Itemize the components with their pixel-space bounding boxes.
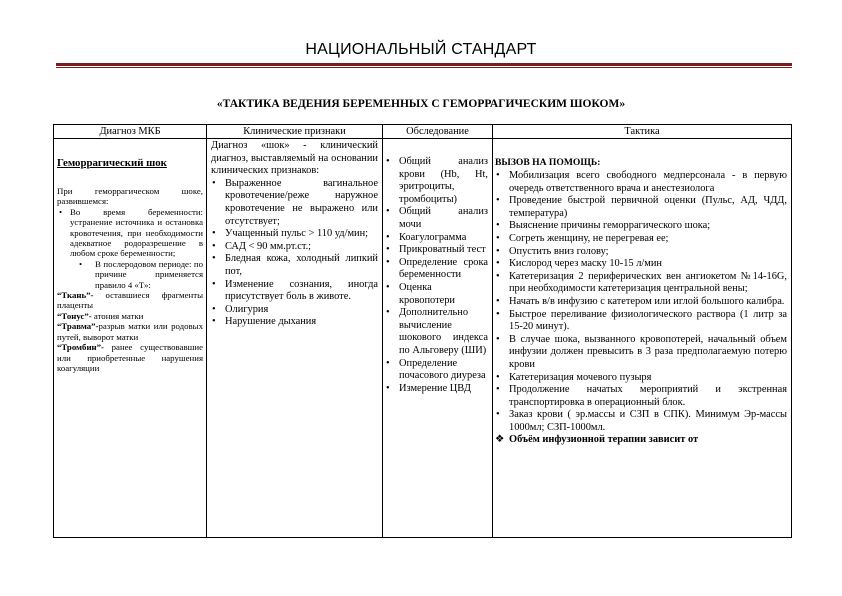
list-item: • Оценка кровопотери: [385, 282, 488, 307]
clinical-cell: [207, 139, 383, 538]
list-item: • Дополнительно вычисление шокового индекса по Альговеру (ШИ): [385, 307, 488, 357]
table-header-row: [54, 125, 792, 139]
list-item: • Выраженное вагинальное кровотечение/реже наружное кровотечение не выражено или отсутствует;: [211, 178, 378, 228]
list-item: • Выяснение причины геморрагического шока;: [495, 220, 787, 233]
tactics-cell: [493, 139, 792, 538]
term-text: разрыв матки или родовых путей, выворот матки: [57, 321, 203, 342]
term-text: атония матки: [91, 310, 144, 321]
col-header-diagnosis: Диагноз МКБ: [54, 125, 207, 139]
diagnosis-sublist: [57, 259, 203, 290]
diagnosis-intro: При геморрагическом шоке, развившемся:: [57, 186, 203, 207]
list-item: • САД < 90 мм.рт.ст.;: [211, 241, 378, 254]
list-item: • Катетеризация 2 периферических вен ангиокетом №14-16G, при необходимости катетеризация центральной вены;: [495, 271, 787, 296]
list-item: • Общий анализ мочи: [385, 206, 488, 231]
rule-4t-trauma: [57, 321, 203, 342]
list-item: • Бледная кожа, холодный липкий пот,: [211, 253, 378, 278]
col-header-tactics: Тактика: [493, 125, 792, 139]
diagnosis-title: Геморрагический шок: [57, 157, 167, 169]
list-item: • Начать в/в инфузию с катетером или иглой большого калибра.: [495, 296, 787, 309]
clinical-intro: Диагноз «шок» - клинический диагноз, выставляемый на основании клинических признаков:: [211, 140, 378, 177]
list-item: • Опустить вниз голову;: [495, 246, 787, 259]
list-item-final: ❖ Объём инфузионной терапии зависит от: [495, 434, 787, 447]
document-title: «ТАКТИКА ВЕДЕНИЯ БЕРЕМЕННЫХ С ГЕМОРРАГИЧЕСКИМ ШОКОМ»: [216, 98, 626, 110]
term-text: оставшиеся фрагменты плаценты: [57, 290, 203, 311]
list-item: • Во время беременности: устранение источника и остановка кровотечения, при необходимости адекватное родоразрешение в любом сроке беременности;: [57, 207, 203, 259]
term-text: ранее существовавшие или приобретенные нарушения коагуляции: [57, 342, 203, 373]
tactics-table: [53, 124, 792, 538]
list-item: • Олигурия: [211, 304, 378, 317]
tactics-heading: ВЫЗОВ НА ПОМОЩЬ:: [495, 157, 601, 168]
list-item: • Измерение ЦВД: [385, 383, 488, 396]
rule-4t-thrombin: [57, 342, 203, 373]
list-item: • Продолжение начатых мероприятий и экстренная транспортировка в операционный блок.: [495, 384, 787, 409]
list-item: • Заказ крови ( эр.массы и СЗП в СПК). Минимум Эр-массы 1000мл; СЗП-1000мл.: [495, 409, 787, 434]
list-item: • Определение почасового диуреза: [385, 358, 488, 383]
list-item: • Согреть женщину, не перегревая ее;: [495, 233, 787, 246]
list-item: • В послеродовом периоде: по причине применяется правило 4 «Т»:: [57, 259, 203, 290]
exam-list: [385, 156, 488, 395]
col-header-clinical: Клинические признаки: [207, 125, 383, 139]
list-item: • В случае шока, вызванного кровопотерей, начальный объем инфузии должен превысить в 3 раза предполагаемую потерю крови: [495, 334, 787, 372]
list-item: • Мобилизация всего свободного медперсонала - в первую очередь ответственного врача и анестезиолога: [495, 170, 787, 195]
exam-cell: [383, 139, 493, 538]
term-label: “Тромбин”-: [57, 342, 104, 353]
diagnosis-cell: [54, 139, 207, 538]
table-row: [54, 139, 792, 538]
header-rule-thick: [56, 63, 792, 66]
diagnosis-list: [57, 207, 203, 259]
list-item: • Быстрое переливание физиологического раствора (1 литр за 15-20 минут).: [495, 309, 787, 334]
list-item: • Катетеризация мочевого пузыря: [495, 372, 787, 385]
rule-4t-tone: [57, 311, 203, 321]
list-item: • Изменение сознания, иногда присутствует боль в животе.: [211, 279, 378, 304]
list-item: • Учащенный пульс > 110 уд/мин;: [211, 228, 378, 241]
header-rule-thin: [56, 67, 792, 68]
list-item: • Общий анализ крови (Hb, Ht, эритроциты, тромбоциты): [385, 156, 488, 206]
col-header-exam: Обследование: [383, 125, 493, 139]
page-header-title: НАЦИОНАЛЬНЫЙ СТАНДАРТ: [305, 41, 537, 58]
tactics-list: [495, 170, 787, 447]
list-item: • Нарушение дыхания: [211, 316, 378, 329]
list-item: • Проведение быстрой первичной оценки (Пульс, АД, ЧДД, температура): [495, 195, 787, 220]
term-label: “Тонус”-: [57, 310, 92, 321]
list-item: • Кислород через маску 10-15 л/мин: [495, 258, 787, 271]
list-item: • Определение срока беременности: [385, 257, 488, 282]
list-item: • Прикроватный тест: [385, 244, 488, 257]
list-item: • Коагулограмма: [385, 232, 488, 245]
clinical-list: [211, 178, 378, 329]
rule-4t-tissue: [57, 290, 203, 311]
term-label: “Ткань”-: [57, 290, 94, 301]
term-label: “Травма”-: [57, 321, 99, 332]
